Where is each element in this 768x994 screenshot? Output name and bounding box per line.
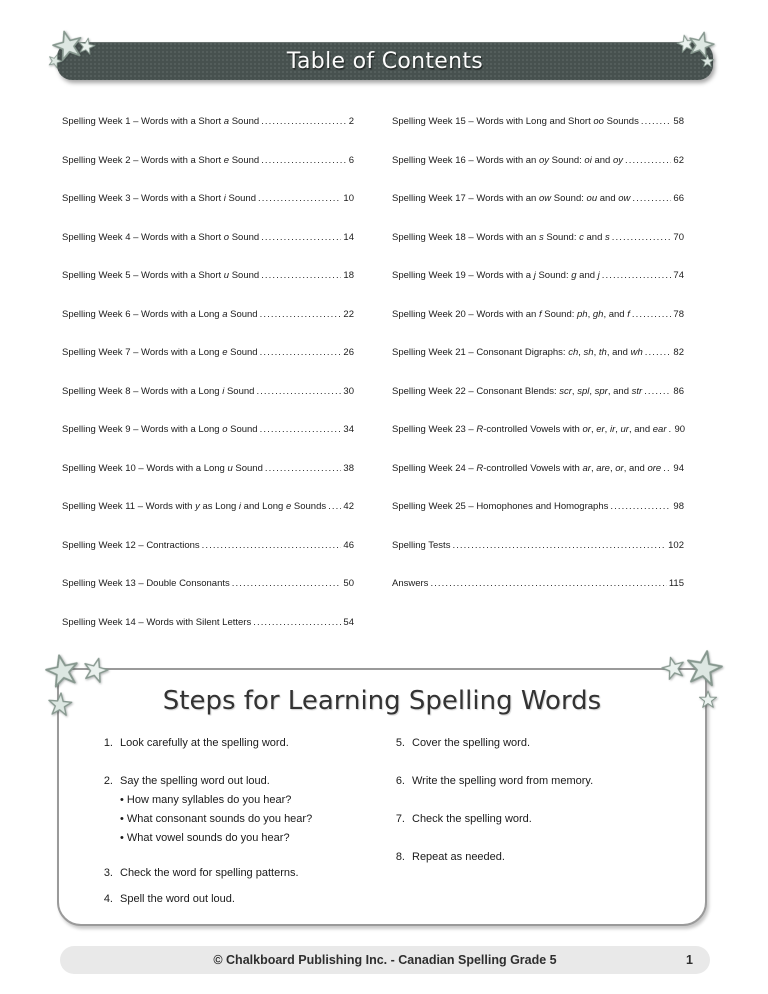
toc-entry-label: Spelling Week 9 – Words with a Long o Sound bbox=[62, 424, 258, 435]
star-icon bbox=[47, 692, 73, 718]
toc-entry bbox=[62, 232, 354, 244]
toc-entry-label: Spelling Week 16 – Words with an oy Sound: oi and oy bbox=[392, 154, 624, 166]
toc-leader-dots bbox=[668, 424, 672, 436]
step-item bbox=[389, 774, 681, 788]
toc-leader-dots bbox=[260, 309, 342, 321]
step-number: 1. bbox=[103, 737, 113, 749]
steps-column-left bbox=[97, 736, 389, 930]
step-item bbox=[97, 736, 389, 750]
toc-entry-label: Spelling Week 15 – Words with Long and Short oo Sounds bbox=[392, 116, 639, 127]
step-text: Cover the spelling word. bbox=[412, 737, 531, 749]
toc-entry bbox=[392, 270, 684, 282]
toc-entry bbox=[62, 540, 354, 552]
toc-entry-label: Spelling Week 20 – Words with an f Sound: ph, gh, and f bbox=[392, 308, 630, 320]
toc-page-number: 62 bbox=[673, 154, 684, 166]
toc-page-number: 10 bbox=[343, 193, 354, 204]
toc-entry-label: Spelling Week 4 – Words with a Short o Sound bbox=[62, 231, 260, 243]
step-number: 7. bbox=[395, 813, 405, 825]
toc-entry bbox=[392, 309, 684, 321]
toc-leader-dots bbox=[602, 270, 672, 282]
toc-page-number: 86 bbox=[673, 385, 684, 397]
toc-leader-dots bbox=[663, 463, 671, 475]
star-icon bbox=[699, 691, 717, 709]
star-icon bbox=[43, 652, 82, 691]
toc-leader-dots bbox=[641, 116, 672, 128]
toc-entry bbox=[62, 270, 354, 282]
step-sub-question: • What consonant sounds do you hear? bbox=[120, 813, 313, 825]
toc-entry-label: Spelling Week 7 – Words with a Long e Sound bbox=[62, 347, 258, 358]
toc-page-number: 94 bbox=[673, 462, 684, 474]
toc-entry-label: Spelling Week 23 – R-controlled Vowels with or, er, ir, ur, and ear bbox=[392, 424, 667, 435]
toc-entry-label: Spelling Week 5 – Words with a Short u Sound bbox=[62, 270, 260, 281]
steps-title: Steps for Learning Spelling Words bbox=[162, 686, 602, 716]
toc-page-number: 2 bbox=[348, 116, 354, 127]
toc-leader-dots bbox=[261, 155, 347, 167]
toc-entry bbox=[62, 347, 354, 359]
toc-entry bbox=[62, 463, 354, 475]
toc-page-number: 78 bbox=[673, 308, 684, 320]
toc-leader-dots bbox=[202, 540, 342, 552]
toc-column-left bbox=[62, 116, 354, 655]
toc-leader-dots bbox=[328, 501, 341, 513]
toc-leader-dots bbox=[632, 193, 671, 205]
toc-entry bbox=[392, 116, 684, 128]
page-title: Table of Contents bbox=[286, 48, 484, 74]
toc-entry-label: Spelling Week 11 – Words with y as Long i and Long e Sounds bbox=[62, 501, 327, 512]
toc-entry bbox=[392, 424, 684, 436]
step-text: Say the spelling word out loud. • How many syllables do you hear? • What consonant sounds do you hear? • What vowel sounds do you hear? bbox=[120, 774, 389, 848]
toc-entry bbox=[392, 463, 684, 475]
toc-entry bbox=[62, 386, 354, 398]
toc-leader-dots bbox=[261, 116, 347, 128]
toc-entry bbox=[62, 309, 354, 321]
step-sub-questions bbox=[120, 791, 389, 848]
toc-entry-label: Spelling Tests bbox=[392, 539, 451, 551]
toc-page-number: 26 bbox=[343, 347, 354, 358]
toc-entry bbox=[62, 578, 354, 590]
toc-entry bbox=[62, 617, 354, 629]
toc-leader-dots bbox=[632, 309, 672, 321]
toc-entry bbox=[392, 347, 684, 359]
toc-leader-dots bbox=[256, 386, 341, 398]
toc-page-number: 102 bbox=[668, 539, 684, 551]
step-item bbox=[389, 812, 681, 826]
toc-page-number: 70 bbox=[673, 231, 684, 243]
table-of-contents bbox=[62, 116, 684, 655]
toc-entry bbox=[392, 232, 684, 244]
step-number: 2. bbox=[103, 775, 113, 787]
toc-entry-label: Spelling Week 19 – Words with a j Sound: g and j bbox=[392, 270, 600, 281]
step-number: 6. bbox=[395, 775, 405, 787]
toc-entry-label: Answers bbox=[392, 578, 429, 589]
step-sub-question: • What vowel sounds do you hear? bbox=[120, 832, 290, 844]
toc-leader-dots bbox=[452, 540, 666, 552]
toc-leader-dots bbox=[610, 501, 671, 513]
toc-page-number: 42 bbox=[343, 501, 354, 512]
toc-entry-label: Spelling Week 1 – Words with a Short a Sound bbox=[62, 116, 260, 127]
toc-entry-label: Spelling Week 2 – Words with a Short e Sound bbox=[62, 154, 260, 166]
toc-banner bbox=[57, 42, 713, 80]
toc-leader-dots bbox=[261, 232, 341, 244]
toc-page-number: 98 bbox=[673, 501, 684, 512]
steps-column-right bbox=[389, 736, 681, 930]
toc-entry-label: Spelling Week 13 – Double Consonants bbox=[62, 578, 230, 589]
toc-entry-label: Spelling Week 21 – Consonant Digraphs: ch, sh, th, and wh bbox=[392, 347, 643, 358]
page-number: 1 bbox=[686, 953, 693, 967]
footer-text: © Chalkboard Publishing Inc. - Canadian Spelling Grade 5 bbox=[213, 953, 557, 967]
toc-leader-dots bbox=[253, 617, 341, 629]
toc-page-number: 54 bbox=[343, 616, 354, 628]
toc-entry-label: Spelling Week 8 – Words with a Long i Sound bbox=[62, 385, 255, 397]
toc-page-number: 14 bbox=[343, 231, 354, 243]
toc-entry-label: Spelling Week 10 – Words with a Long u Sound bbox=[62, 462, 263, 474]
toc-page-number: 82 bbox=[673, 347, 684, 358]
toc-leader-dots bbox=[645, 347, 672, 359]
toc-entry-label: Spelling Week 3 – Words with a Short i Sound bbox=[62, 193, 257, 204]
step-number: 5. bbox=[395, 737, 405, 749]
step-item bbox=[97, 892, 389, 906]
toc-leader-dots bbox=[265, 463, 342, 475]
toc-page-number: 50 bbox=[343, 578, 354, 589]
toc-leader-dots bbox=[430, 578, 666, 590]
step-text: Repeat as needed. bbox=[412, 851, 505, 863]
toc-leader-dots bbox=[260, 347, 342, 359]
toc-leader-dots bbox=[261, 270, 341, 282]
toc-page-number: 22 bbox=[343, 308, 354, 320]
toc-page-number: 18 bbox=[343, 270, 354, 281]
toc-entry bbox=[392, 155, 684, 167]
toc-entry-label: Spelling Week 6 – Words with a Long a Sound bbox=[62, 308, 258, 320]
step-item bbox=[97, 866, 389, 880]
step-item bbox=[97, 774, 389, 848]
toc-entry bbox=[62, 424, 354, 436]
toc-entry-label: Spelling Week 22 – Consonant Blends: scr, spl, spr, and str bbox=[392, 385, 643, 397]
toc-entry-label: Spelling Week 18 – Words with an s Sound: c and s bbox=[392, 231, 610, 243]
toc-leader-dots bbox=[232, 578, 342, 590]
step-item bbox=[389, 736, 681, 750]
step-text: Write the spelling word from memory. bbox=[412, 775, 594, 787]
star-icon bbox=[701, 55, 714, 68]
toc-page-number: 74 bbox=[673, 270, 684, 281]
toc-leader-dots bbox=[260, 424, 342, 436]
toc-entry bbox=[392, 540, 684, 552]
toc-page-number: 90 bbox=[674, 424, 686, 435]
toc-entry bbox=[62, 116, 354, 128]
toc-entry-label: Spelling Week 25 – Homophones and Homographs bbox=[392, 501, 609, 512]
step-number: 4. bbox=[103, 893, 113, 905]
toc-page-number: 66 bbox=[673, 193, 684, 204]
toc-leader-dots bbox=[612, 232, 672, 244]
step-number: 3. bbox=[103, 867, 113, 879]
step-item bbox=[389, 850, 681, 864]
toc-page-number: 38 bbox=[343, 462, 354, 474]
toc-entry-label: Spelling Week 14 – Words with Silent Letters bbox=[62, 616, 252, 628]
toc-page-number: 115 bbox=[668, 578, 684, 589]
toc-entry bbox=[392, 501, 684, 513]
toc-page-number: 34 bbox=[343, 424, 354, 435]
toc-entry-label: Spelling Week 17 – Words with an ow Sound: ou and ow bbox=[392, 193, 631, 204]
toc-leader-dots bbox=[258, 193, 341, 205]
step-text: Check the word for spelling patterns. bbox=[120, 867, 299, 879]
toc-page-number: 30 bbox=[343, 385, 354, 397]
steps-box bbox=[57, 668, 707, 926]
toc-page-number: 58 bbox=[673, 116, 684, 127]
toc-entry bbox=[62, 501, 354, 513]
toc-entry bbox=[392, 386, 684, 398]
toc-page-number: 6 bbox=[348, 154, 354, 166]
step-sub-question: • How many syllables do you hear? bbox=[120, 794, 292, 806]
footer-bar bbox=[60, 946, 710, 974]
toc-column-right bbox=[392, 116, 684, 655]
star-icon bbox=[76, 36, 96, 56]
toc-leader-dots bbox=[644, 386, 671, 398]
step-number: 8. bbox=[395, 851, 405, 863]
step-text: Look carefully at the spelling word. bbox=[120, 737, 289, 749]
step-text: Spell the word out loud. bbox=[120, 893, 235, 905]
star-icon bbox=[683, 648, 725, 690]
toc-entry bbox=[62, 193, 354, 205]
steps-columns bbox=[59, 716, 705, 930]
toc-page-number: 46 bbox=[343, 539, 354, 551]
toc-leader-dots bbox=[625, 155, 671, 167]
toc-entry bbox=[62, 155, 354, 167]
toc-entry-label: Spelling Week 24 – R-controlled Vowels with ar, are, or, and ore bbox=[392, 462, 662, 474]
toc-entry bbox=[392, 578, 684, 590]
toc-entry bbox=[392, 193, 684, 205]
step-text: Check the spelling word. bbox=[412, 813, 532, 825]
toc-entry-label: Spelling Week 12 – Contractions bbox=[62, 539, 200, 551]
